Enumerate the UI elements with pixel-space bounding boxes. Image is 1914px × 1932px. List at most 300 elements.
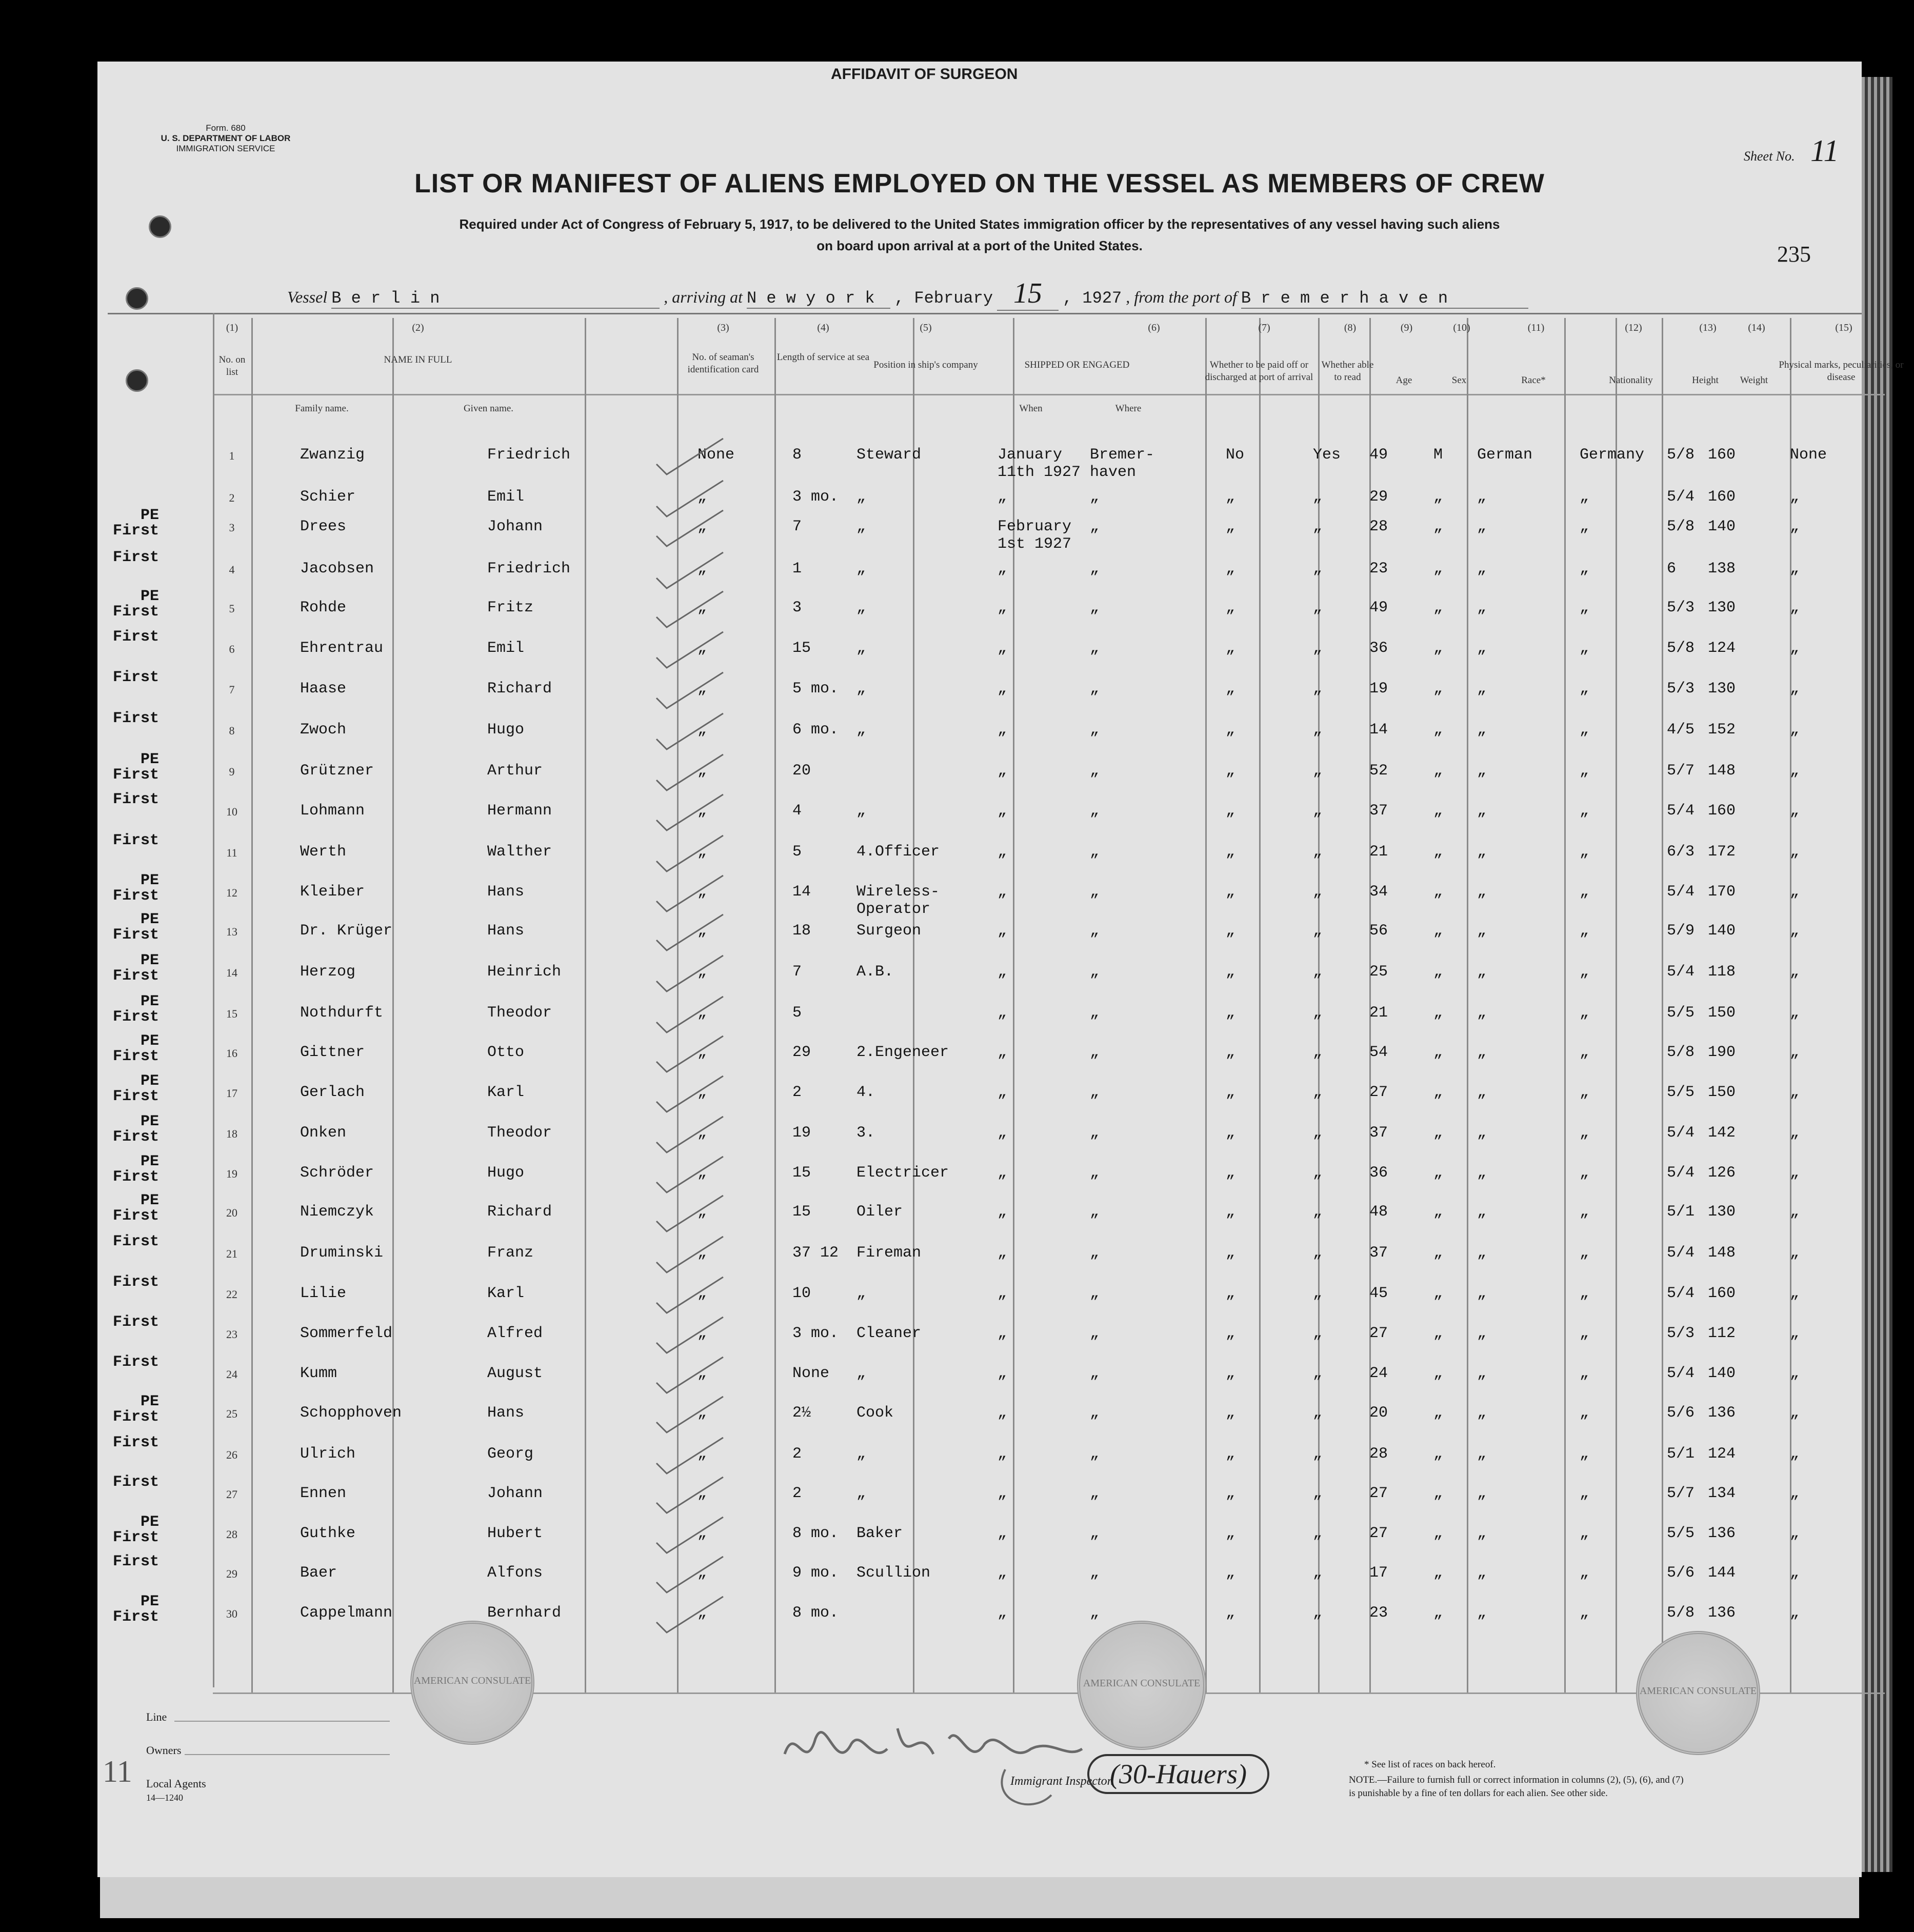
race-cell: „: [1477, 1564, 1487, 1582]
check-mark: [654, 1594, 726, 1635]
id-card-cell: „: [697, 640, 707, 657]
row-number: 11: [226, 846, 237, 859]
arriving-label: , arriving at: [664, 288, 743, 306]
row-number: 29: [226, 1567, 237, 1580]
shipped-when-cell: „: [998, 1604, 1007, 1622]
shipped-when-cell: „: [998, 680, 1007, 698]
service-length-cell: 5: [792, 1004, 802, 1022]
family-name-cell: Drees: [300, 518, 347, 535]
affidavit-heading: AFFIDAVIT OF SURGEON: [831, 66, 1018, 83]
id-card-cell: „: [697, 1564, 707, 1582]
height-cell: 5/6: [1667, 1564, 1695, 1582]
shipped-when-cell: „: [998, 843, 1007, 861]
family-name-cell: Gittner: [300, 1044, 365, 1061]
sex-cell: „: [1433, 1365, 1443, 1382]
service-length-cell: 5: [792, 843, 802, 861]
position-cell: Cook: [856, 1404, 894, 1422]
id-card-cell: „: [697, 1485, 707, 1502]
nationality-cell: „: [1580, 1485, 1589, 1502]
row-number: 14: [226, 966, 237, 979]
nationality-cell: „: [1580, 963, 1589, 981]
name-subcolumn-rule: [392, 390, 394, 1692]
column-number: (8): [1344, 322, 1357, 333]
column-rule: [1205, 318, 1207, 1692]
shipped-where-cell: „: [1090, 1485, 1100, 1502]
position-cell: „: [856, 1365, 866, 1382]
age-cell: 28: [1369, 518, 1388, 535]
row-number: 23: [226, 1328, 237, 1341]
shipped-when-cell: „: [998, 1285, 1007, 1302]
consulate-stamp: [1636, 1631, 1760, 1755]
id-card-cell: „: [697, 1164, 707, 1182]
check-mark: [654, 1515, 726, 1556]
age-cell: 23: [1369, 560, 1388, 577]
family-name-cell: Dr. Krüger: [300, 922, 393, 940]
paid-off-cell: „: [1226, 1564, 1235, 1582]
nationality-cell: „: [1580, 922, 1589, 940]
race-cell: „: [1477, 883, 1487, 901]
row-number: 5: [229, 602, 235, 615]
sex-cell: „: [1433, 680, 1443, 698]
height-cell: 6: [1667, 560, 1677, 577]
race-cell: „: [1477, 1365, 1487, 1382]
footer-owners-rule: [185, 1754, 390, 1755]
height-cell: 5/8: [1667, 446, 1695, 464]
race-cell: „: [1477, 1525, 1487, 1542]
vessel-line: [287, 277, 1528, 311]
shipped-when-cell: January 11th 1927: [998, 446, 1081, 481]
race-cell: „: [1477, 1244, 1487, 1262]
check-mark: [654, 1033, 726, 1074]
header-rule: [213, 394, 1885, 395]
row-number: 24: [226, 1368, 237, 1381]
position-cell: Oiler: [856, 1203, 903, 1221]
nationality-cell: „: [1580, 1164, 1589, 1182]
able-to-read-cell: „: [1313, 680, 1323, 698]
service-length-cell: 29: [792, 1044, 811, 1061]
shipped-where-cell: „: [1090, 680, 1100, 698]
able-to-read-cell: „: [1313, 1244, 1323, 1262]
check-mark: [654, 1314, 726, 1356]
race-cell: „: [1477, 1445, 1487, 1463]
age-cell: 48: [1369, 1203, 1388, 1221]
height-cell: 5/8: [1667, 1044, 1695, 1061]
header-physical-marks: Physical marks, peculiarities, or disease: [1779, 360, 1904, 383]
paid-off-cell: „: [1226, 802, 1235, 820]
service-length-cell: 37 12: [792, 1244, 839, 1262]
service-length-cell: 8 mo.: [792, 1525, 839, 1542]
family-name-cell: Lohmann: [300, 802, 365, 820]
weight-cell: 142: [1708, 1124, 1736, 1142]
header-race: Race*: [1521, 375, 1546, 386]
shipped-when-cell: „: [998, 640, 1007, 657]
able-to-read-cell: „: [1313, 560, 1323, 577]
position-cell: Cleaner: [856, 1325, 922, 1342]
race-cell: „: [1477, 560, 1487, 577]
physical-marks-cell: „: [1790, 1365, 1800, 1382]
subtitle-line-1: Required under Act of Congress of February 5, 1917, to be delivered to the United States immigration officer by the representatives of any vessel having such aliens: [459, 216, 1500, 232]
family-name-cell: Herzog: [300, 963, 356, 981]
physical-marks-cell: „: [1790, 599, 1800, 616]
table-top-rule: [108, 313, 1862, 314]
id-card-cell: „: [697, 1044, 707, 1061]
sex-cell: „: [1433, 1445, 1443, 1463]
age-cell: 17: [1369, 1564, 1388, 1582]
margin-annotation: First: [112, 1353, 159, 1371]
race-cell: „: [1477, 640, 1487, 657]
race-cell: „: [1477, 922, 1487, 940]
position-cell: Fireman: [856, 1244, 922, 1262]
paid-off-cell: „: [1226, 640, 1235, 657]
punch-hole: [126, 369, 148, 392]
physical-marks-cell: „: [1790, 1325, 1800, 1342]
physical-marks-cell: „: [1790, 802, 1800, 820]
page-title: LIST OR MANIFEST OF ALIENS EMPLOYED ON THE VESSEL AS MEMBERS OF CREW: [414, 169, 1545, 198]
nationality-cell: „: [1580, 1084, 1589, 1101]
family-name-cell: Gerlach: [300, 1084, 365, 1101]
physical-marks-cell: „: [1790, 488, 1800, 506]
column-rule: [251, 318, 253, 1692]
able-to-read-cell: „: [1313, 599, 1323, 616]
sex-cell: „: [1433, 721, 1443, 739]
nationality-cell: „: [1580, 1445, 1589, 1463]
able-to-read-cell: „: [1313, 721, 1323, 739]
weight-cell: 150: [1708, 1004, 1736, 1022]
position-cell: „: [856, 560, 866, 577]
column-rule: [913, 318, 914, 1692]
margin-annotation: PE First: [112, 1032, 159, 1065]
height-cell: 5/9: [1667, 922, 1695, 940]
vessel-name: B e r l i n: [331, 289, 660, 309]
physical-marks-cell: „: [1790, 843, 1800, 861]
service-length-cell: 5 mo.: [792, 680, 839, 698]
weight-cell: 160: [1708, 1285, 1736, 1302]
nationality-cell: „: [1580, 1404, 1589, 1422]
paid-off-cell: „: [1226, 1365, 1235, 1382]
sex-cell: „: [1433, 1244, 1443, 1262]
height-cell: 5/4: [1667, 963, 1695, 981]
column-rule: [774, 318, 776, 1692]
family-name-cell: Schier: [300, 488, 356, 506]
header-weight: Weight: [1740, 375, 1768, 386]
shipped-where-cell: „: [1090, 802, 1100, 820]
service-length-cell: 1: [792, 560, 802, 577]
shipped-where-cell: „: [1090, 963, 1100, 981]
shipped-where-cell: „: [1090, 1604, 1100, 1622]
given-name-cell: Hugo: [487, 721, 525, 739]
margin-annotation: PE First: [112, 1192, 159, 1225]
id-card-cell: „: [697, 762, 707, 780]
physical-marks-cell: „: [1790, 1084, 1800, 1101]
consulate-stamp: [410, 1621, 534, 1745]
footer-local-agents-label: Local Agents: [146, 1777, 206, 1790]
check-mark: [654, 1193, 726, 1234]
physical-marks-cell: „: [1790, 560, 1800, 577]
check-mark: [654, 1554, 726, 1595]
position-cell: Steward: [856, 446, 922, 464]
age-cell: 36: [1369, 1164, 1388, 1182]
position-cell: Baker: [856, 1525, 903, 1542]
able-to-read-cell: „: [1313, 1285, 1323, 1302]
paid-off-cell: „: [1226, 1445, 1235, 1463]
weight-cell: 136: [1708, 1604, 1736, 1622]
column-rule: [213, 313, 214, 1687]
department-name: U. S. DEPARTMENT OF LABOR: [161, 133, 291, 143]
row-number: 26: [226, 1448, 237, 1461]
height-cell: 4/5: [1667, 721, 1695, 739]
position-cell: Wireless- Operator: [856, 883, 940, 918]
stacked-page-edges: [1862, 77, 1892, 1872]
handwritten-crew-count: (30-Hauers): [1087, 1754, 1269, 1794]
sex-cell: „: [1433, 1325, 1443, 1342]
height-cell: 5/5: [1667, 1084, 1695, 1101]
paid-off-cell: „: [1226, 599, 1235, 616]
form-number: Form. 680: [206, 123, 246, 133]
sex-cell: „: [1433, 802, 1443, 820]
row-number: 2: [229, 491, 235, 504]
shipped-when-cell: „: [998, 488, 1007, 506]
given-name-cell: Hermann: [487, 802, 552, 820]
nationality-cell: „: [1580, 560, 1589, 577]
weight-cell: 130: [1708, 680, 1736, 698]
given-name-cell: Friedrich: [487, 560, 571, 577]
able-to-read-cell: „: [1313, 1044, 1323, 1061]
id-card-cell: „: [697, 843, 707, 861]
position-cell: „: [856, 680, 866, 698]
family-name-cell: Rohde: [300, 599, 347, 616]
id-card-cell: „: [697, 488, 707, 506]
shipped-where-cell: „: [1090, 1445, 1100, 1463]
service-length-cell: 2: [792, 1485, 802, 1502]
shipped-when-cell: „: [998, 1485, 1007, 1502]
shipped-where-cell: „: [1090, 488, 1100, 506]
manifest-sheet: [97, 62, 1904, 1877]
row-number: 22: [226, 1288, 237, 1301]
race-cell: „: [1477, 1164, 1487, 1182]
margin-annotation: First: [112, 1473, 159, 1491]
arrival-month: , February: [894, 289, 993, 308]
shipped-where-cell: „: [1090, 1285, 1100, 1302]
sex-cell: „: [1433, 883, 1443, 901]
row-number: 12: [226, 886, 237, 899]
age-cell: 25: [1369, 963, 1388, 981]
header-name-in-full: NAME IN FULL: [384, 354, 452, 365]
row-number: 25: [226, 1407, 237, 1420]
from-port-label: , from the port of: [1126, 288, 1237, 306]
height-cell: 5/7: [1667, 1485, 1695, 1502]
margin-annotation: First: [112, 669, 159, 686]
paid-off-cell: „: [1226, 883, 1235, 901]
able-to-read-cell: „: [1313, 1203, 1323, 1221]
sex-cell: „: [1433, 843, 1443, 861]
age-cell: 27: [1369, 1485, 1388, 1502]
able-to-read-cell: „: [1313, 1084, 1323, 1101]
race-cell: „: [1477, 1404, 1487, 1422]
check-mark: [654, 711, 726, 752]
family-name-cell: Grützner: [300, 762, 374, 780]
nationality-cell: „: [1580, 1004, 1589, 1022]
position-cell: „: [856, 802, 866, 820]
shipped-when-cell: „: [998, 1525, 1007, 1542]
paid-off-cell: „: [1226, 1203, 1235, 1221]
nationality-cell: „: [1580, 762, 1589, 780]
position-cell: „: [856, 721, 866, 739]
physical-marks-cell: „: [1790, 762, 1800, 780]
given-name-cell: Hans: [487, 1404, 525, 1422]
weight-cell: 140: [1708, 1365, 1736, 1382]
nationality-cell: „: [1580, 843, 1589, 861]
id-card-cell: „: [697, 1124, 707, 1142]
immigrant-inspector-label: Immigrant Inspector.: [1010, 1775, 1114, 1788]
sex-cell: „: [1433, 640, 1443, 657]
family-name-cell: Schopphoven: [300, 1404, 402, 1422]
shipped-when-cell: „: [998, 1203, 1007, 1221]
race-cell: „: [1477, 1604, 1487, 1622]
given-name-cell: Heinrich: [487, 963, 562, 981]
sex-cell: „: [1433, 1203, 1443, 1221]
height-cell: 5/4: [1667, 488, 1695, 506]
nationality-cell: „: [1580, 599, 1589, 616]
age-cell: 37: [1369, 1244, 1388, 1262]
paid-off-cell: No: [1226, 446, 1245, 464]
weight-cell: 150: [1708, 1084, 1736, 1101]
inspector-signature: [764, 1692, 1092, 1826]
weight-cell: 136: [1708, 1525, 1736, 1542]
margin-annotation: First: [112, 1434, 159, 1451]
sex-cell: „: [1433, 1404, 1443, 1422]
physical-marks-cell: „: [1790, 1604, 1800, 1622]
header-shipped-engaged: SHIPPED OR ENGAGED: [1024, 360, 1130, 370]
able-to-read-cell: „: [1313, 762, 1323, 780]
check-mark: [654, 873, 726, 914]
sex-cell: „: [1433, 1044, 1443, 1061]
family-name-cell: Ennen: [300, 1485, 347, 1502]
column-number: (14): [1748, 322, 1765, 333]
able-to-read-cell: „: [1313, 1124, 1323, 1142]
row-number: 21: [226, 1247, 237, 1260]
footer-line-label: Line: [146, 1710, 167, 1723]
physical-marks-cell: „: [1790, 680, 1800, 698]
margin-annotation: PE First: [112, 993, 159, 1026]
check-mark: [654, 994, 726, 1035]
shipped-where-cell: „: [1090, 1004, 1100, 1022]
shipped-where-cell: „: [1090, 1325, 1100, 1342]
id-card-cell: „: [697, 922, 707, 940]
sheet-number-value: 11: [1810, 134, 1839, 168]
position-cell: „: [856, 599, 866, 616]
shipped-when-cell: „: [998, 1244, 1007, 1262]
row-number: 19: [226, 1167, 237, 1180]
able-to-read-cell: „: [1313, 883, 1323, 901]
race-cell: „: [1477, 1124, 1487, 1142]
race-cell: „: [1477, 1325, 1487, 1342]
check-mark: [654, 629, 726, 670]
family-name-cell: Lilie: [300, 1285, 347, 1302]
paid-off-cell: „: [1226, 1604, 1235, 1622]
footer-line-rule: [174, 1721, 390, 1722]
id-card-cell: „: [697, 680, 707, 698]
paid-off-cell: „: [1226, 843, 1235, 861]
check-mark: [654, 1394, 726, 1435]
shipped-where-cell: „: [1090, 1203, 1100, 1221]
weight-cell: 172: [1708, 843, 1736, 861]
column-rule: [1662, 318, 1663, 1692]
able-to-read-cell: „: [1313, 1164, 1323, 1182]
check-mark: [654, 1475, 726, 1516]
stamp-text: AMERICAN CONSULATE: [413, 1675, 531, 1686]
shipped-when-cell: „: [998, 1404, 1007, 1422]
shipped-where-cell: „: [1090, 883, 1100, 901]
physical-marks-cell: „: [1790, 1124, 1800, 1142]
shipped-when-cell: „: [998, 1044, 1007, 1061]
family-name-cell: Ehrentrau: [300, 640, 384, 657]
races-note: * See list of races on back hereof.: [1364, 1759, 1496, 1770]
position-cell: Electricer: [856, 1164, 949, 1182]
stamp-text: AMERICAN CONSULATE: [1639, 1685, 1757, 1697]
age-cell: 27: [1369, 1525, 1388, 1542]
weight-cell: 170: [1708, 883, 1736, 901]
paid-off-cell: „: [1226, 1084, 1235, 1101]
paid-off-cell: „: [1226, 1404, 1235, 1422]
service-length-cell: 18: [792, 922, 811, 940]
check-mark: [654, 1435, 726, 1476]
nationality-cell: „: [1580, 1325, 1589, 1342]
column-number: (10): [1453, 322, 1470, 333]
weight-cell: 130: [1708, 1203, 1736, 1221]
height-cell: 5/4: [1667, 1164, 1695, 1182]
family-name-cell: Werth: [300, 843, 347, 861]
service-length-cell: 9 mo.: [792, 1564, 839, 1582]
shipped-when-cell: „: [998, 1004, 1007, 1022]
row-number: 9: [229, 765, 235, 778]
physical-marks-cell: „: [1790, 640, 1800, 657]
row-number: 28: [226, 1528, 237, 1541]
weight-cell: 130: [1708, 599, 1736, 616]
service-length-cell: 14: [792, 883, 811, 901]
family-name-cell: Sommerfeld: [300, 1325, 393, 1342]
family-name-cell: Baer: [300, 1564, 337, 1582]
paid-off-cell: „: [1226, 1485, 1235, 1502]
sex-cell: „: [1433, 1564, 1443, 1582]
shipped-where-cell: „: [1090, 1564, 1100, 1582]
column-number: (6): [1148, 322, 1160, 333]
race-cell: „: [1477, 762, 1487, 780]
sex-cell: „: [1433, 560, 1443, 577]
service-name: IMMIGRATION SERVICE: [176, 144, 275, 153]
shipped-when-cell: „: [998, 1124, 1007, 1142]
position-cell: Scullion: [856, 1564, 931, 1582]
family-name-cell: Ulrich: [300, 1445, 356, 1463]
physical-marks-cell: „: [1790, 883, 1800, 901]
service-length-cell: 19: [792, 1124, 811, 1142]
row-number: 4: [229, 563, 235, 576]
margin-annotation: PE First: [112, 1153, 159, 1186]
check-mark: [654, 1114, 726, 1155]
able-to-read-cell: „: [1313, 1325, 1323, 1342]
nationality-cell: „: [1580, 1604, 1589, 1622]
paid-off-cell: „: [1226, 922, 1235, 940]
nationality-cell: „: [1580, 680, 1589, 698]
paid-off-cell: „: [1226, 488, 1235, 506]
margin-annotation: PE First: [112, 1113, 159, 1146]
id-card-cell: „: [697, 1084, 707, 1101]
given-name-cell: Georg: [487, 1445, 534, 1463]
age-cell: 21: [1369, 843, 1388, 861]
penalty-note-2: is punishable by a fine of ten dollars for each alien. See other side.: [1349, 1788, 1608, 1799]
row-number: 3: [229, 521, 235, 534]
service-length-cell: 20: [792, 762, 811, 780]
able-to-read-cell: „: [1313, 1564, 1323, 1582]
